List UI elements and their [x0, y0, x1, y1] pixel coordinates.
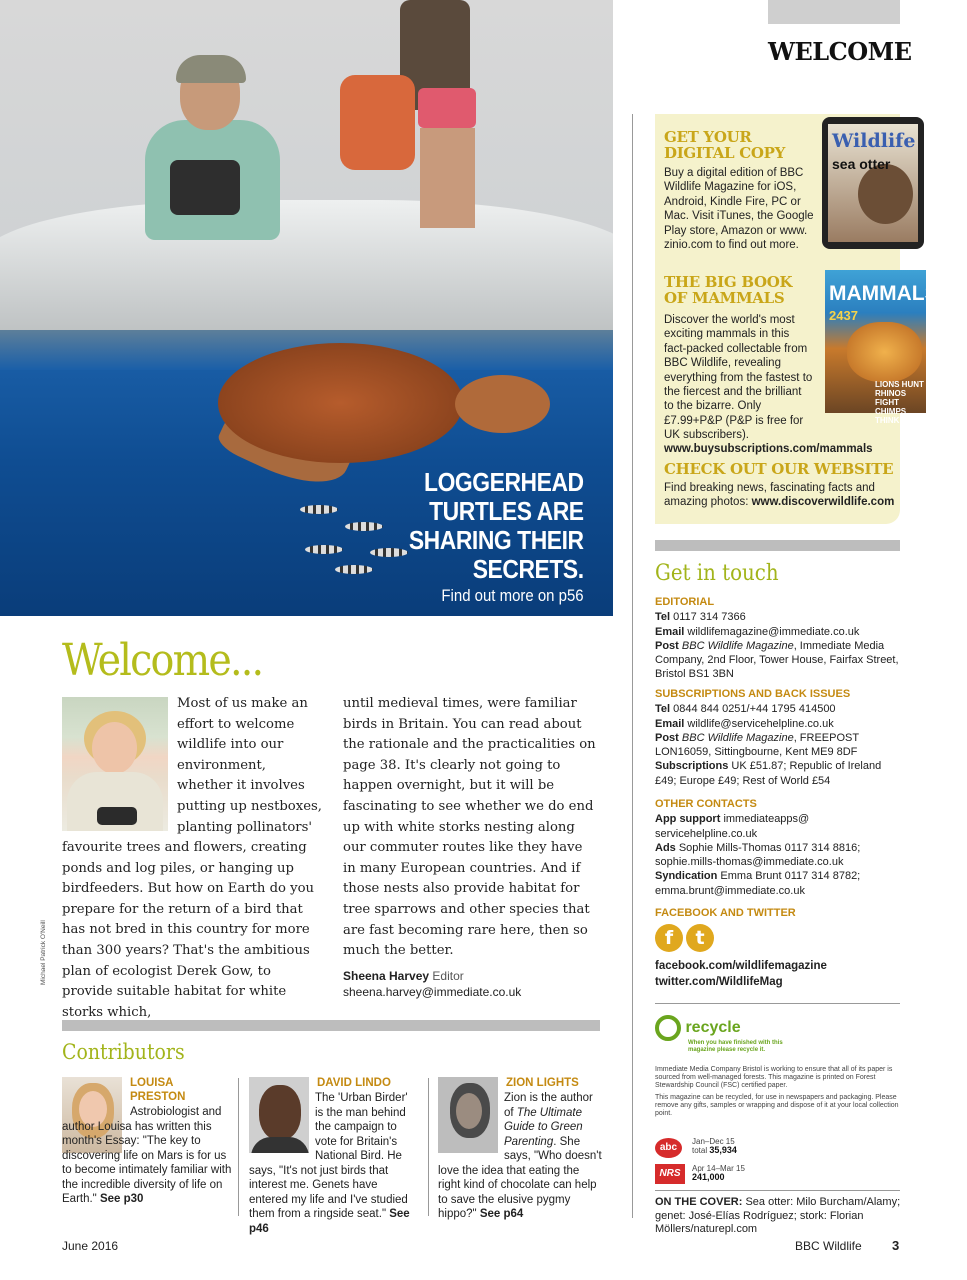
subscription-contacts: SUBSCRIPTIONS AND BACK ISSUES Tel 0844 844 0251/+44 1795 414500 Email wildlife@servicehelpline.co.uk Post BBC Wildlife Magazine, FREEPOST LON16059, Sittingbourne, Kent ME9 8DF Subscriptions UK £51.87; Republic of Ireland £49; Europe £49; Rest of World £54 — [655, 688, 882, 787]
see-page-link[interactable]: See p30 — [99, 1193, 144, 1205]
website-url[interactable]: www.discoverwildlife.com — [751, 496, 895, 509]
website-text: Find breaking news, fascinating facts and amazing photos: www.discoverwildlife.com — [664, 482, 895, 509]
top-bar — [768, 0, 900, 24]
tablet-image: Wildlife sea otter — [822, 117, 924, 249]
abc-stat: Jan–Dec 15 total 35,934 — [692, 1137, 737, 1155]
hero-caption: LOGGERHEAD TURTLES ARE SHARING THEIR SECRETS. Find out more on p56 — [409, 467, 584, 605]
get-in-touch-title: Get in touch — [655, 561, 779, 586]
footer-date: June 2016 — [62, 1239, 119, 1253]
turtle — [218, 343, 463, 463]
editor-email[interactable]: sheena.harvey@immediate.co.uk — [343, 985, 522, 999]
see-page-link[interactable]: See p64 — [479, 1208, 524, 1220]
recycle-note: This magazine can be recycled, for use in newspapers and packaging. Please remove any gifts, samples or wrapping and dispose of it at your local collection point. — [655, 1094, 899, 1117]
welcome-text-col1-bottom: favourite trees and flowers, creating ponds and log piles, or hanging up birdfeeders. But how on Earth do you prepare for the return of a bird that has not bred in this country for more than 300 years? That's the ambitious plan of ecologist Derek Gow, to provide suitable habitat for white storks which, — [62, 840, 315, 1020]
twitter-link[interactable]: twitter.com/WildlifeMag — [655, 976, 783, 988]
digital-text: Buy a digital edition of BBC Wildlife Magazine for iOS, Android, Kindle Fire, PC or Mac. Visit iTunes, the Google Play store, Amazon or www. zinio.com to find out more. — [664, 167, 814, 252]
contributors-title: Contributors — [62, 1040, 185, 1064]
facebook-link[interactable]: facebook.com/wildlifemagazine — [655, 960, 827, 972]
boat — [0, 200, 613, 350]
fsc-note: Immediate Media Company Bristol is working to ensure that all of its paper is sourced from well-managed forests. This magazine is printed on Forest Stewardship Council (FSC) certified paper. — [655, 1066, 893, 1089]
social-heading: FACEBOOK AND TWITTER — [655, 907, 796, 919]
bigbook-url[interactable]: www.buysubscriptions.com/mammals — [664, 443, 873, 455]
nrs-logo: NRS — [655, 1163, 685, 1184]
footer-magazine: BBC Wildlife — [795, 1239, 862, 1253]
book-cover-image: MAMMALS 2437 LIONS HUNT RHINOS FIGHT CHIMPS THINK — [825, 270, 926, 413]
recycle-icon — [655, 1015, 681, 1041]
contributor-card: DAVID LINDO The 'Urban Birder' is the man behind the campaign to vote for Britain's National Bird. He says, "It's not just birds that interest me. Genets have entered my life and I've studied them from a ringside seat." See p46 — [249, 1077, 410, 1235]
see-page-link[interactable]: See p46 — [249, 1208, 410, 1235]
welcome-title: Welcome... — [62, 635, 263, 686]
contributor-card: LOUISA PRESTON Astrobiologist and author Louisa has written this month's Essay: "The key to discovering life on Mars is for us to become intimately familiar with the incredible diversity of life on Earth." See p30 — [62, 1077, 232, 1205]
welcome-text-col2: until medieval times, were familiar birds in Britain. You can read about the rationale and the practicalities on page 38. It's clearly not going to happen overnight, but it will be fascinating to see whether we do end up with white storks nesting along our commuter routes like they have in many European countries. And if those nests also provide habitat for tree sparrows and other species that are fast becoming rare here, then so much the better. — [343, 696, 596, 959]
cover-credit: ON THE COVER: Sea otter: Milo Burcham/Alamy; genet: José-Elías Rodríguez; stork: Florian Möllers/naturepl.com — [655, 1196, 901, 1235]
nrs-stat: Apr 14–Mar 15 241,000 — [692, 1164, 745, 1182]
camera-icon — [170, 160, 240, 215]
section-title: WELCOME — [768, 37, 912, 66]
editor-photo — [62, 697, 168, 831]
recycle-logo: recycle — [655, 1015, 741, 1041]
page-number: 3 — [892, 1238, 900, 1253]
social-links — [655, 958, 827, 990]
bigbook-heading: THE BIG BOOK OF MAMMALS — [664, 273, 793, 307]
contributor-card: ZION LIGHTS Zion is the author of The Ultimate Guide to Green Parenting. She says, "Who doesn't love the idea that eating the right kind of chocolate can help to save the elusive pygmy hippo?" See p64 — [438, 1077, 602, 1220]
editor-signature: Sheena Harvey Editor sheena.harvey@immediate.co.uk — [343, 969, 522, 999]
social-icons — [655, 924, 717, 952]
editorial-contacts: EDITORIAL Tel 0117 314 7366 Email wildlifemagazine@immediate.co.uk Post BBC Wildlife Magazine, Immediate Media Company, 2nd Floor, Tower House, Fairfax Street, Bristol BS1 3BN — [655, 596, 899, 681]
digital-heading: GET YOUR DIGITAL COPY — [664, 128, 785, 162]
website-heading: CHECK OUT OUR WEBSITE — [664, 460, 894, 478]
bigbook-text: Discover the world's most exciting mammals in this fact-packed collectable from BBC Wildlife, revealing everything from the fastest to the fiercest and the brilliant to the bizarre. Only £7.99+P&P (P&P is free for UK subscribers). — [664, 314, 813, 442]
other-contacts: OTHER CONTACTS App support immediateapps@ servicehelpline.co.uk Ads Sophie Mills-Thomas 0117 314 8816; sophie.mills-thomas@immediate.co.uk Syndication Emma Brunt 0117 314 8782; emma.brunt@immediate.co.uk — [655, 798, 861, 897]
welcome-text-col1-top: Most of us make an effort to welcome wildlife into our environment, whether it involves putting up nestboxes, planting pollinators' — [177, 696, 322, 835]
hero-link[interactable]: Find out more on p56 — [441, 586, 584, 605]
facebook-icon[interactable]: f — [655, 924, 683, 952]
abc-logo: abc — [655, 1137, 682, 1158]
twitter-icon[interactable]: t — [686, 924, 714, 952]
photo-credit: Michael Patrick O'Neill — [40, 920, 47, 985]
